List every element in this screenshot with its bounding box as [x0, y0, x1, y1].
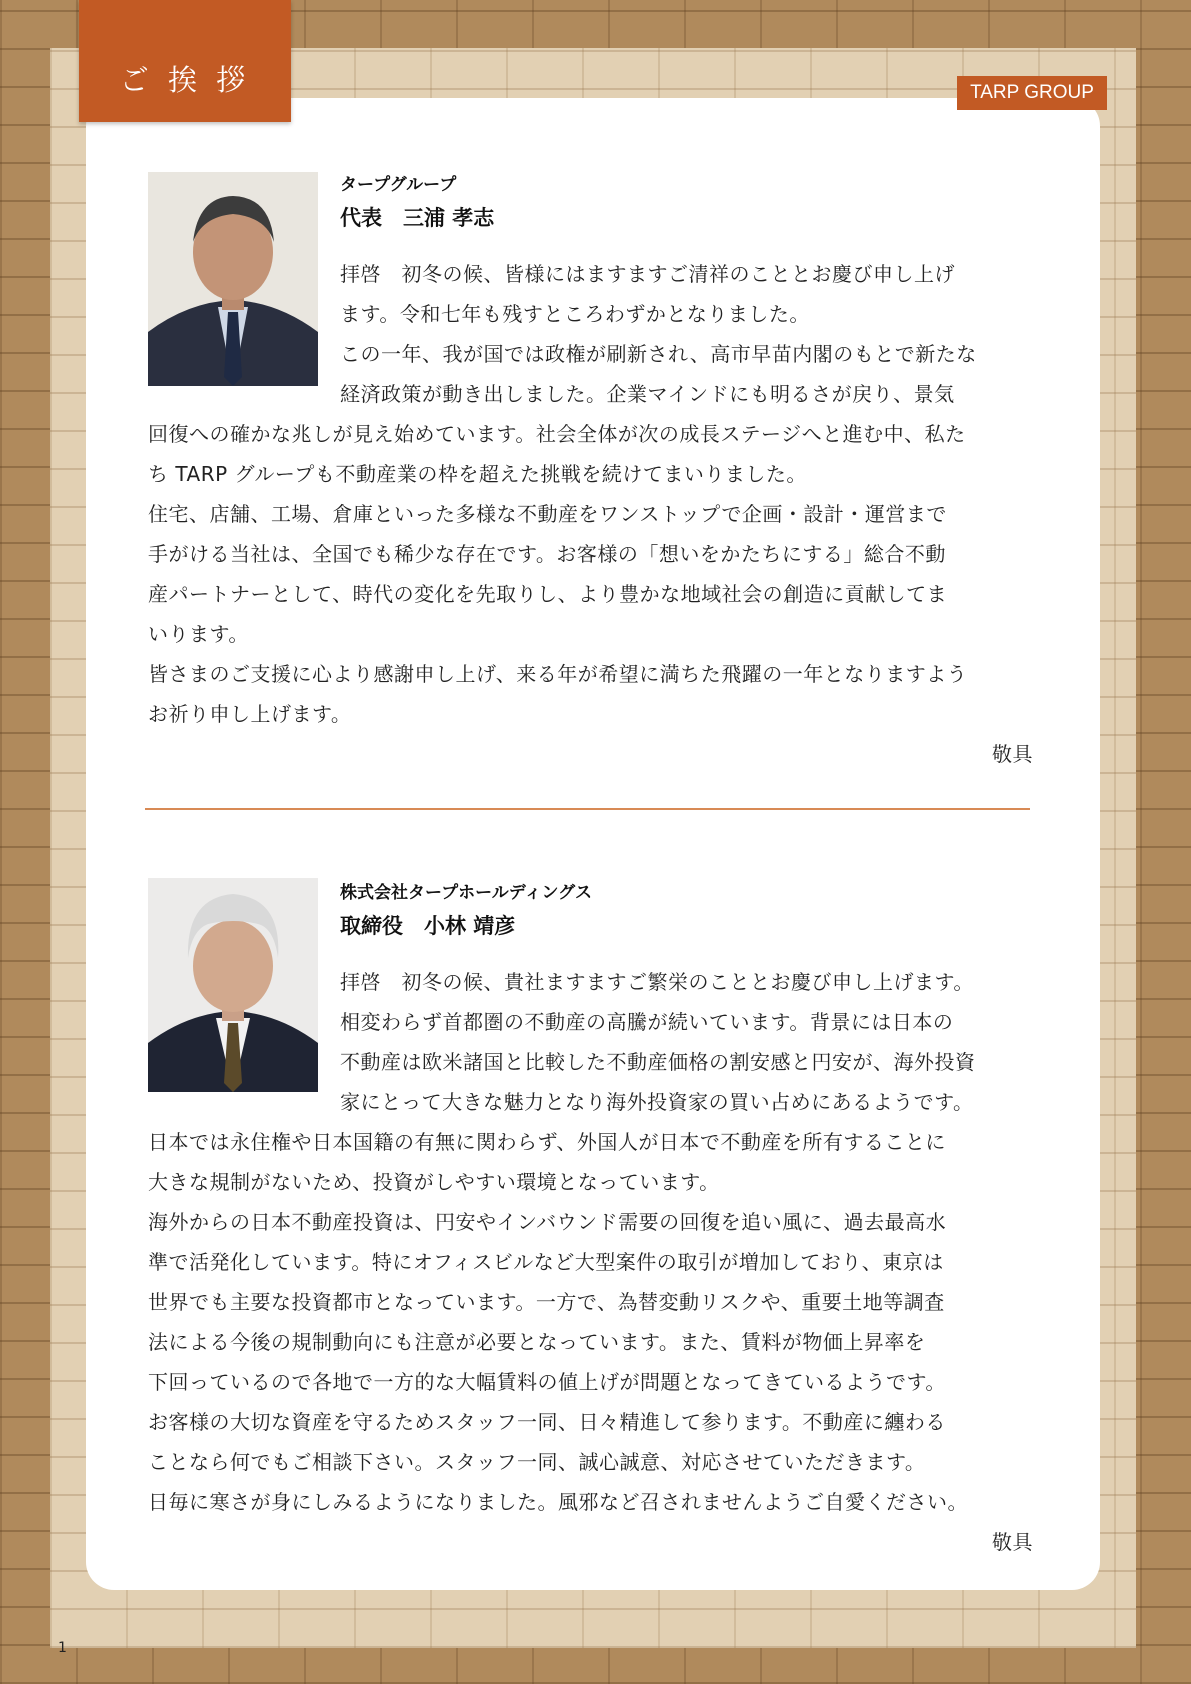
message-line: お客様の大切な資産を守るためスタッフ一同、日々精進して参ります。不動産に纏わる: [148, 1410, 946, 1434]
org-name-2: 株式会社タープホールディングス: [340, 883, 592, 903]
message-line: 相変わらず首都圏の不動産の高騰が続いています。背景には日本の: [340, 1010, 954, 1034]
message-line: 拝啓 初冬の候、皆様にはますますご清祥のこととお慶び申し上げ: [340, 262, 955, 286]
brand-badge: TARP GROUP: [957, 76, 1107, 110]
section-divider: [145, 808, 1030, 810]
message-line: 法による今後の規制動向にも注意が必要となっています。また、賃料が物価上昇率を: [148, 1330, 926, 1354]
message-line: 住宅、店舗、工場、倉庫といった多様な不動産をワンストップで企画・設計・運営まで: [148, 502, 947, 526]
message-line: ち TARP グループも不動産業の枠を超えた挑戦を続けてまいりました。: [148, 462, 807, 486]
message-line: 準で活発化しています。特にオフィスビルなど大型案件の取引が増加しており、東京は: [148, 1250, 944, 1274]
message-line: 回復への確かな兆しが見え始めています。社会全体が次の成長ステージへと進む中、私た: [148, 422, 966, 446]
message-line: ことなら何でもご相談下さい。スタッフ一同、誠心誠意、対応させていただきます。: [148, 1450, 926, 1474]
message-line: 下回っているので各地で一方的な大幅賃料の値上げが問題となってきているようです。: [148, 1370, 946, 1394]
message-line: 産パートナーとして、時代の変化を先取りし、より豊かな地域社会の創造に貢献してま: [148, 582, 948, 606]
closing-text-1: 敬具: [992, 742, 1033, 766]
closing-text-2: 敬具: [992, 1530, 1033, 1554]
page-number: 1: [58, 1640, 67, 1656]
message-line: 日毎に寒さが身にしみるようになりました。風邪など召されませんようご自愛ください。: [148, 1490, 968, 1514]
portrait-photo-2: [148, 878, 318, 1092]
message-line: ます。令和七年も残すところわずかとなりました。: [340, 302, 810, 326]
message-line: この一年、我が国では政権が刷新され、高市早苗内閣のもとで新たな: [340, 342, 977, 366]
message-line: いります。: [148, 622, 249, 646]
message-line: 家にとって大きな魅力となり海外投資家の買い占めにあるようです。: [340, 1090, 974, 1114]
message-line: 大きな規制がないため、投資がしやすい環境となっています。: [148, 1170, 720, 1194]
message-line: 不動産は欧米諸国と比較した不動産価格の割安感と円安が、海外投資: [340, 1050, 976, 1074]
portrait-photo-1: [148, 172, 318, 386]
message-line: 手がける当社は、全国でも稀少な存在です。お客様の「想いをかたちにする」総合不動: [148, 542, 946, 566]
message-line: お祈り申し上げます。: [148, 702, 352, 726]
org-name-1: タープグループ: [340, 175, 457, 195]
message-line: 経済政策が動き出しました。企業マインドにも明るさが戻り、景気: [340, 382, 955, 406]
page-title: ご 挨 拶: [119, 63, 251, 97]
message-line: 海外からの日本不動産投資は、円安やインバウンド需要の回復を追い風に、過去最高水: [148, 1210, 947, 1234]
person-name-2: 取締役 小林 靖彦: [340, 914, 516, 938]
message-line: 拝啓 初冬の候、貴社ますますご繁栄のこととお慶び申し上げます。: [340, 970, 974, 994]
page-title-tab: [79, 0, 291, 122]
person-name-1: 代表 三浦 孝志: [340, 206, 495, 230]
message-line: 世界でも主要な投資都市となっています。一方で、為替変動リスクや、重要土地等調査: [148, 1290, 945, 1314]
message-line: 皆さまのご支援に心より感謝申し上げ、来る年が希望に満ちた飛躍の一年となりますよう: [148, 662, 968, 686]
message-line: 日本では永住権や日本国籍の有無に関わらず、外国人が日本で不動産を所有することに: [148, 1130, 946, 1154]
